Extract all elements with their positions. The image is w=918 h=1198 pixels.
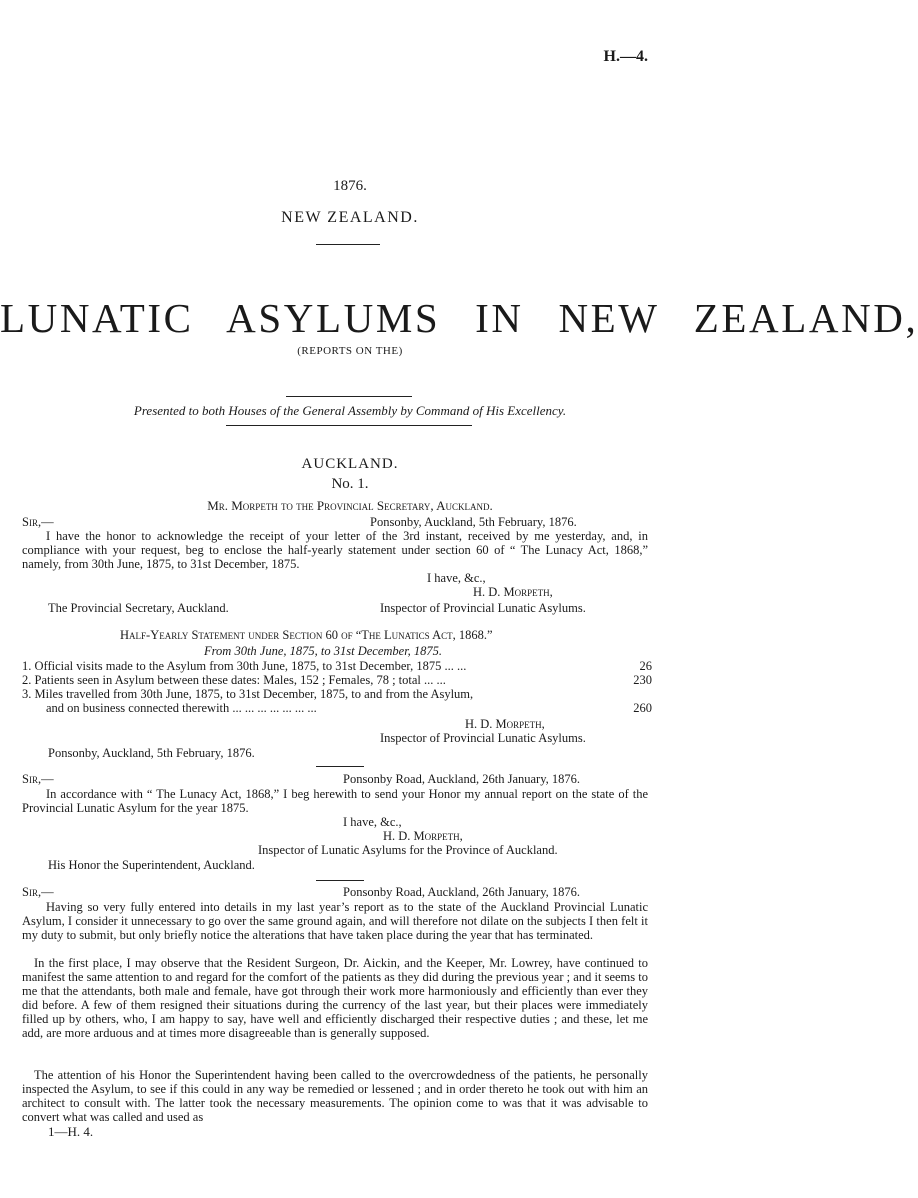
signature-title: Inspector of Provincial Lunatic Asylums. (380, 601, 586, 615)
letter-body: I have the honor to acknowledge the receipt of your letter of the 3rd instant, received by me yesterday, and, in compliance with your request, beg to enclose the half-yearly statement under section 60 of “ The Lunacy Act, 1868,” namely, from 30th June, 1875, to 31st December, 1875. (22, 529, 648, 571)
statement-item (22, 701, 652, 715)
paragraph: In the first place, I may observe that the Resident Surgeon, Dr. Aickin, and the Keeper, Mr. Lowrey, have continued to manifest the same attention to and regard for the comfort of the patients as they did during the previous year ; and it seems to me that the attendants, both male and female, have got through their work more harmoniously and efficiently than ever they did before. A few of them resigned their situations during the currency of the last year, but their places were immediately filled up by others, who, I am happy to say, have well and efficiently discharged their respective duties ; and these, let me add, are more arduous and at times more disagreeable than is generally supposed. (22, 956, 648, 1040)
header-code: H.—4. (603, 48, 648, 65)
recipient: His Honor the Superintendent, Auckland. (48, 858, 255, 872)
item-text: 1. Official visits made to the Asylum from 30th June, 1875, to 31st December, 1875 ... ... (22, 659, 467, 673)
statement-item (22, 687, 652, 701)
signature: H. D. Morpeth, (473, 585, 553, 599)
item-text: 2. Patients seen in Asylum between these dates: Males, 152 ; Females, 78 ; total ... ... (22, 673, 446, 687)
letter-address: Ponsonby, Auckland, 5th February, 1876. (370, 515, 577, 529)
letter-address: Ponsonby Road, Auckland, 26th January, 1876. (343, 772, 581, 786)
country: NEW ZEALAND. (281, 209, 419, 226)
closing: I have, &c., (427, 571, 486, 585)
section-heading: AUCKLAND. (301, 456, 399, 472)
divider (316, 880, 364, 881)
item-text: and on business connected therewith ... ... ... ... ... ... ... (46, 701, 317, 715)
divider (316, 244, 380, 245)
letter-address: Ponsonby Road, Auckland, 26th January, 1876. (343, 885, 581, 899)
statement-title: Half-Yearly Statement under Section 60 of “The Lunatics Act, 1868.” (120, 628, 493, 642)
salutation: Sir,— (22, 885, 54, 899)
item-value: 230 (633, 673, 652, 687)
closing: I have, &c., (343, 815, 402, 829)
signature-title: Inspector of Provincial Lunatic Asylums. (380, 731, 586, 745)
statement-item (22, 673, 652, 687)
item-text: 3. Miles travelled from 30th June, 1875, to 31st December, 1875, to and from the Asylum, (22, 687, 474, 701)
page-footer: 1—H. 4. (48, 1124, 94, 1139)
signature-title: Inspector of Lunatic Asylums for the Province of Auckland. (258, 843, 558, 857)
divider (316, 766, 364, 767)
statement-item (22, 659, 652, 673)
paragraph: Having so very fully entered into details in my last year’s report as to the state of the Auckland Provincial Lunatic Asylum, I consider it unnecessary to go over the same ground again, and will therefore not dilate on the subjects I then felt it my duty to submit, but only briefly notice the alterations that have taken place during the year that has terminated. (22, 900, 648, 942)
salutation: Sir,— (22, 515, 54, 529)
subtitle: (REPORTS ON THE) (297, 345, 403, 357)
main-title: LUNATIC ASYLUMS IN NEW ZEALAND, (0, 295, 918, 341)
recipient: The Provincial Secretary, Auckland. (48, 601, 229, 615)
paragraph: The attention of his Honor the Superintendent having been called to the overcrowdedness of the patients, he personally inspected the Asylum, to see if this could in any way be remedied or lessened ; and in order thereto he took out with him an architect to consult with. The latter took the necessary measurements. The opinion come to was that it was advisable to convert what was called and used as (22, 1068, 648, 1124)
statement-period: From 30th June, 1875, to 31st December, 1875. (204, 644, 443, 658)
divider (226, 425, 472, 426)
divider (286, 396, 412, 397)
letter-heading: Mr. Morpeth to the Provincial Secretary, Auckland. (207, 498, 493, 513)
section-number: No. 1. (331, 476, 369, 492)
salutation: Sir,— (22, 772, 54, 786)
item-value: 26 (639, 659, 652, 673)
signature: H. D. Morpeth, (465, 717, 545, 731)
letter-body: In accordance with “ The Lunacy Act, 1868,” I beg herewith to send your Honor my annual report on the state of the Provincial Lunatic Asylum for the year 1875. (22, 787, 648, 815)
presented-line: Presented to both Houses of the General Assembly by Command of His Excellency. (133, 403, 567, 418)
item-value: 260 (633, 701, 652, 715)
year: 1876. (333, 178, 367, 194)
signature: H. D. Morpeth, (383, 829, 463, 843)
place-date: Ponsonby, Auckland, 5th February, 1876. (48, 746, 255, 760)
